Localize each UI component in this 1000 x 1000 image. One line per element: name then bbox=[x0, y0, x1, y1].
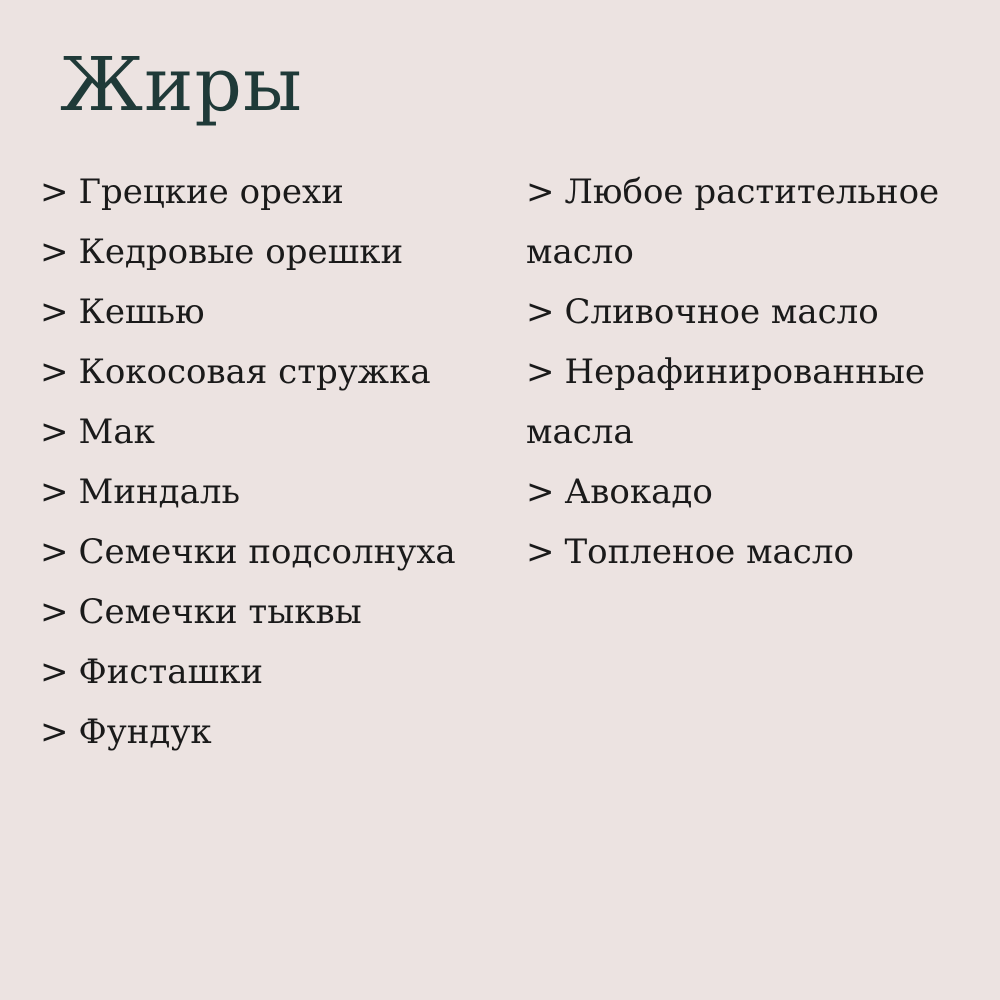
list-marker: > bbox=[40, 352, 69, 392]
list-marker: > bbox=[40, 292, 69, 332]
list-marker: > bbox=[40, 592, 69, 632]
list-item bbox=[526, 522, 966, 582]
list-item bbox=[526, 462, 966, 522]
list-item bbox=[526, 282, 966, 342]
list-item bbox=[40, 162, 490, 222]
list-marker: > bbox=[526, 532, 555, 572]
list-marker: > bbox=[40, 652, 69, 692]
list-item-label: Фисташки bbox=[78, 652, 264, 692]
list-item bbox=[40, 222, 490, 282]
list-item-label: Семечки тыквы bbox=[78, 592, 362, 632]
list-item-label: Нерафинированные масла bbox=[526, 352, 926, 452]
list-marker: > bbox=[40, 532, 69, 572]
list-marker: > bbox=[526, 352, 555, 392]
list-item bbox=[526, 162, 966, 282]
list-item-label: Авокадо bbox=[564, 472, 713, 512]
list-item-label: Фундук bbox=[78, 712, 212, 752]
list-item-label: Семечки подсолнуха bbox=[78, 532, 456, 572]
list-marker: > bbox=[40, 172, 69, 212]
list-marker: > bbox=[40, 472, 69, 512]
fats-list-right bbox=[526, 162, 966, 582]
list-item bbox=[40, 642, 490, 702]
list-item bbox=[40, 462, 490, 522]
list-item-label: Кешью bbox=[78, 292, 205, 332]
list-item-label: Кедровые орешки bbox=[78, 232, 404, 272]
list-marker: > bbox=[40, 712, 69, 752]
fats-list-left bbox=[40, 162, 490, 762]
list-item bbox=[40, 402, 490, 462]
list-marker: > bbox=[526, 292, 555, 332]
list-marker: > bbox=[40, 412, 69, 452]
list-item-label: Кокосовая стружка bbox=[78, 352, 431, 392]
list-item-label: Мак bbox=[78, 412, 155, 452]
list-item-label: Топленое масло bbox=[564, 532, 854, 572]
list-marker: > bbox=[40, 232, 69, 272]
list-item bbox=[40, 522, 490, 582]
list-item-label: Миндаль bbox=[78, 472, 240, 512]
list-item bbox=[40, 342, 490, 402]
list-item bbox=[40, 582, 490, 642]
list-marker: > bbox=[526, 172, 555, 212]
list-item bbox=[40, 702, 490, 762]
list-marker: > bbox=[526, 472, 555, 512]
list-item-label: Сливочное масло bbox=[564, 292, 879, 332]
list-item-label: Любое растительное масло bbox=[526, 172, 940, 272]
list-item-label: Грецкие орехи bbox=[78, 172, 344, 212]
list-item bbox=[526, 342, 966, 462]
page-title: Жиры bbox=[60, 42, 303, 128]
list-item bbox=[40, 282, 490, 342]
